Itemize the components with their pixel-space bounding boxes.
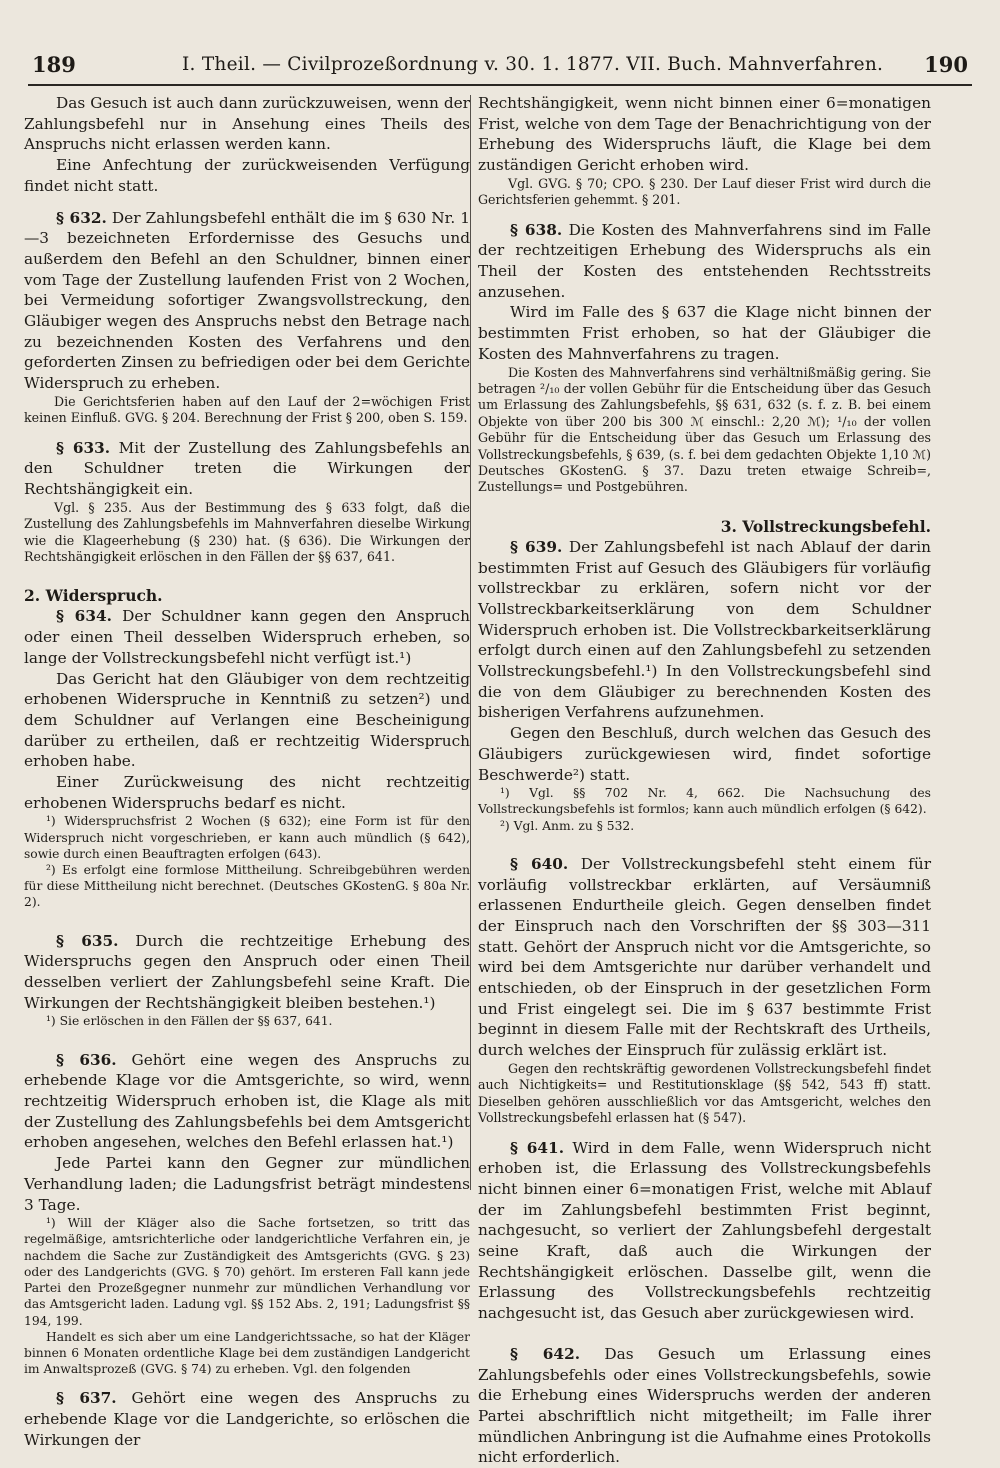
section-text: Der Zahlungsbefehl ist nach Ablauf der darin bestimmten Frist auf Gesuch des Gläubigers für vorläufig vollstreckbar zu erklären, sofern nicht vor der Vollstreckbarkeitserklärung von dem Schuldner Widerspruch erhoben ist. Die Vollstreckbarkeitserklärung erfolgt durch einen auf den Zahlungsbefehl zu setzenden Vollstreckungsbefehl.¹) In den Vollstreckungsbefehl sind die von dem Gläubiger zu berechnenden Kosten des bisherigen Verfahrens aufzunehmen. xyxy=(478,537,931,722)
section-636 xyxy=(24,1050,470,1154)
section-639 xyxy=(478,537,931,723)
paragraph: Rechtshängigkeit, wenn nicht binnen einer 6=monatigen Frist, welche von dem Tage der Benachrichtigung von der Erhebung des Widerspruchs läuft, die Klage bei dem zuständigen Gericht erhoben wird. xyxy=(478,94,931,175)
section-number: § 638. xyxy=(510,220,563,239)
section-number: § 642. xyxy=(510,1344,581,1363)
section-number: § 634. xyxy=(56,607,112,626)
section-number: § 640. xyxy=(510,854,569,873)
note: Die Kosten des Mahnverfahrens sind verhältnißmäßig gering. Sie betragen ²/₁₀ der vollen Gebühr für die Entscheidung über das Gesuch um Erlassung des Zahlungsbefehls, §§ 631, 632 (s. f. z. B. bei einem Objekte von über 200 bis 300 ℳ einschl.: 2,20 ℳ); ¹/₁₀ der vollen Gebühr für die Entscheidung über das Gesuch um Erlassung des Vollstreckungsbefehls, § 639, (s. f. bei dem gedachten Objekte 1,10 ℳ) Deutsches GKostenG. § 37. Dazu treten etwaige Schreib=, Zustellungs= und Postgebühren. xyxy=(478,364,931,495)
page-number-left: 189 xyxy=(32,52,76,77)
paragraph: Einer Zurückweisung des nicht rechtzeitig erhobenen Widerspruchs bedarf es nicht. xyxy=(24,773,470,812)
running-header xyxy=(32,52,968,82)
note: Vgl. GVG. § 70; CPO. § 230. Der Lauf dieser Frist wird durch die Gerichtsferien gehemmt. § 201. xyxy=(478,175,931,208)
header-rule xyxy=(28,84,972,86)
footnote: Handelt es sich aber um eine Landgerichtssache, so hat der Kläger binnen 6 Monaten ordentliche Klage bei dem zuständigen Landgericht im Anwaltsprozeß (GVG. § 74) zu erheben. Vgl. den folgenden xyxy=(24,1329,470,1377)
section-632 xyxy=(24,208,470,394)
subheading-widerspruch: 2. Widerspruch. xyxy=(24,586,163,606)
section-number: § 633. xyxy=(56,438,111,457)
paragraph: Eine Anfechtung der zurückweisenden Verfügung findet nicht statt. xyxy=(24,156,470,195)
section-634 xyxy=(24,606,470,668)
section-635 xyxy=(24,931,470,1014)
section-640 xyxy=(478,854,931,1061)
section-text: Die Kosten des Mahnverfahrens sind im Falle der rechtzeitigen Erhebung des Widerspruchs als ein Theil der Kosten des entstehenden Rechtsstreits anzusehen. xyxy=(478,220,931,301)
footnote: ¹) Sie erlöschen in den Fällen der §§ 637, 641. xyxy=(46,1014,333,1029)
section-text: Der Vollstreckungsbefehl steht einem für vorläufig vollstreckbar erklärten, auf Versäumniß erlassenen Endurtheile gleich. Gegen denselben findet der Einspruch nach den Vorschriften der §§ 303—311 statt. Gehört der Anspruch nicht vor die Amtsgerichte, so wird bei dem Amtsgerichte nur darüber verhandelt und entschieden, ob der Einspruch in der gesetzlichen Form und Frist eingelegt sei. Die im § 637 bestimmte Frist beginnt in diesem Falle mit der Rechtskraft des Urtheils, durch welches der Einspruch für zulässig erklärt ist. xyxy=(478,854,932,1060)
right-column xyxy=(478,93,931,1468)
paragraph: Jede Partei kann den Gegner zur mündlichen Verhandlung laden; die Ladungsfrist beträgt mindestens 3 Tage. xyxy=(24,1154,470,1214)
section-641 xyxy=(478,1138,931,1324)
column-divider xyxy=(470,95,471,1190)
footnote: ²) Es erfolgt eine formlose Mittheilung. Schreibgebühren werden für diese Mittheilung nicht berechnet. (Deutsches GKostenG. § 80a Nr. 2). xyxy=(24,863,470,910)
section-638 xyxy=(478,220,931,303)
running-title: I. Theil. — Civilprozeßordnung v. 30. 1. 1877. VII. Buch. Mahnverfahren. xyxy=(182,54,884,75)
section-number: § 632. xyxy=(56,208,107,227)
left-column xyxy=(24,93,470,1450)
section-text: Durch die rechtzeitige Erhebung des Widerspruchs gegen den Anspruch oder einen Theil desselben verliert der Zahlungsbefehl seine Kraft. Die Wirkungen der Rechtshängigkeit bleiben bestehen.¹) xyxy=(24,931,470,1012)
note: Die Gerichtsferien haben auf den Lauf der 2=wöchigen Frist keinen Einfluß. GVG. § 204. Berechnung der Frist § 200, oben S. 159. xyxy=(24,393,470,426)
paragraph: Wird im Falle des § 637 die Klage nicht binnen der bestimmten Frist erhoben, so hat der Gläubiger die Kosten des Mahnverfahrens zu tragen. xyxy=(478,303,931,363)
section-number: § 635. xyxy=(56,931,119,950)
section-number: § 639. xyxy=(510,537,563,556)
subheading-vollstreckungsbefehl: 3. Vollstreckungsbefehl. xyxy=(720,516,931,536)
footnote: ²) Vgl. Anm. zu § 532. xyxy=(500,818,635,833)
section-text: Gehört eine wegen des Anspruchs zu erhebende Klage vor die Amtsgerichte, so wird, wenn rechtzeitig Widerspruch erhoben ist, die Klage als mit der Zustellung des Zahlungsbefehls bei dem Amtsgericht erhoben angesehen, welches den Befehl erlassen hat.¹) xyxy=(24,1050,470,1152)
footnote: ¹) Will der Kläger also die Sache fortsetzen, so tritt das regelmäßige, amtsrichterliche oder landgerichtliche Verfahren ein, je nachdem die Sache zur Zuständigkeit des Amtsgerichts (GVG. § 23) oder des Landgerichts (GVG. § 70) gehört. Im ersteren Fall kann jede Partei den Prozeßgegner nunmehr zur mündlichen Verhandlung vor das Amtsgericht laden. Ladung vgl. §§ 152 Abs. 2, 191; Ladungsfrist §§ 194, 199. xyxy=(24,1216,470,1328)
section-633 xyxy=(24,438,470,500)
page-number-right: 190 xyxy=(924,52,968,77)
paragraph: Gegen den Beschluß, durch welchen das Gesuch des Gläubigers zurückgewiesen wird, findet sofortige Beschwerde²) statt. xyxy=(478,724,931,784)
section-number: § 637. xyxy=(56,1389,117,1408)
note: Gegen den rechtskräftig gewordenen Vollstreckungsbefehl findet auch Nichtigkeits= und Restitutionsklage (§§ 542, 543 ff) statt. Dieselben gehören ausschließlich vor das Amtsgericht, welches den Vollstreckungsbefehl erlassen hat (§ 547). xyxy=(478,1060,931,1126)
footnote: ¹) Vgl. §§ 702 Nr. 4, 662. Die Nachsuchung des Vollstreckungsbefehls ist formlos; kann auch mündlich erfolgen (§ 642). xyxy=(478,786,931,817)
section-number: § 641. xyxy=(510,1138,565,1157)
section-642 xyxy=(478,1344,931,1468)
section-text: Wird in dem Falle, wenn Widerspruch nicht erhoben ist, die Erlassung des Vollstreckungsbefehls nicht binnen einer 6=monatigen Frist, welche mit Ablauf der im Zahlungsbefehl bestimmten Frist beginnt, nachgesucht, so verliert der Zahlungsbefehl dergestalt seine Kraft, daß auch die Wirkungen der Rechtshängigkeit erlöschen. Dasselbe gilt, wenn die Erlassung des Vollstreckungsbefehls rechtzeitig nachgesucht ist, das Gesuch aber zurückgewiesen wird. xyxy=(478,1138,931,1323)
section-number: § 636. xyxy=(56,1050,117,1069)
note: Vgl. § 235. Aus der Bestimmung des § 633 folgt, daß die Zustellung des Zahlungsbefehls im Mahnverfahren dieselbe Wirkung wie die Klageerhebung (§ 230) hat. (§ 636). Die Wirkungen der Rechtshängigkeit erlöschen in den Fällen der §§ 637, 641. xyxy=(24,499,470,564)
paragraph: Das Gesuch ist auch dann zurückzuweisen, wenn der Zahlungsbefehl nur in Ansehung eines Theils des Anspruchs nicht erlassen werden kann. xyxy=(24,94,470,154)
section-text: Der Zahlungsbefehl enthält die im § 630 Nr. 1—3 bezeichneten Erfordernisse des Gesuchs und außerdem den Befehl an den Schuldner, binnen einer vom Tage der Zustellung laufenden Frist von 2 Wochen, bei Vermeidung sofortiger Zwangsvollstreckung, den Gläubiger wegen des Anspruchs nebst den Betrage nach zu bezeichnenden Kosten des Verfahrens und den geforderten Zinsen zu befriedigen oder bei dem Gerichte Widerspruch zu erheben. xyxy=(24,208,470,393)
paragraph: Das Gericht hat den Gläubiger von dem rechtzeitig erhobenen Widerspruche in Kenntniß zu setzen²) und dem Schuldner auf Verlangen eine Bescheinigung darüber zu ertheilen, daß er rechtzeitig Widerspruch erhoben habe. xyxy=(24,669,470,771)
section-text: Mit der Zustellung des Zahlungsbefehls an den Schuldner treten die Wirkungen der Rechtshängigkeit ein. xyxy=(24,438,470,499)
section-text: Der Schuldner kann gegen den Anspruch oder einen Theil desselben Widerspruch erheben, so lange der Vollstreckungsbefehl nicht verfügt ist.¹) xyxy=(24,607,470,667)
footnote: ¹) Widerspruchsfrist 2 Wochen (§ 632); eine Form ist für den Widerspruch nicht vorgeschrieben, er kann auch mündlich (§ 642), sowie durch einen Beauftragten erfolgen (643). xyxy=(24,814,470,861)
section-637 xyxy=(24,1388,470,1450)
section-text: Das Gesuch um Erlassung eines Zahlungsbefehls oder eines Vollstreckungsbefehls, sowie die Erhebung eines Widerspruchs werden der anderen Partei abschriftlich nicht mitgetheilt; im Falle ihrer mündlichen Anbringung ist die Aufnahme eines Protokolls nicht erforderlich. xyxy=(478,1344,931,1467)
section-text: Gehört eine wegen des Anspruchs zu erhebende Klage vor die Landgerichte, so erlöschen die Wirkungen der xyxy=(24,1389,470,1449)
